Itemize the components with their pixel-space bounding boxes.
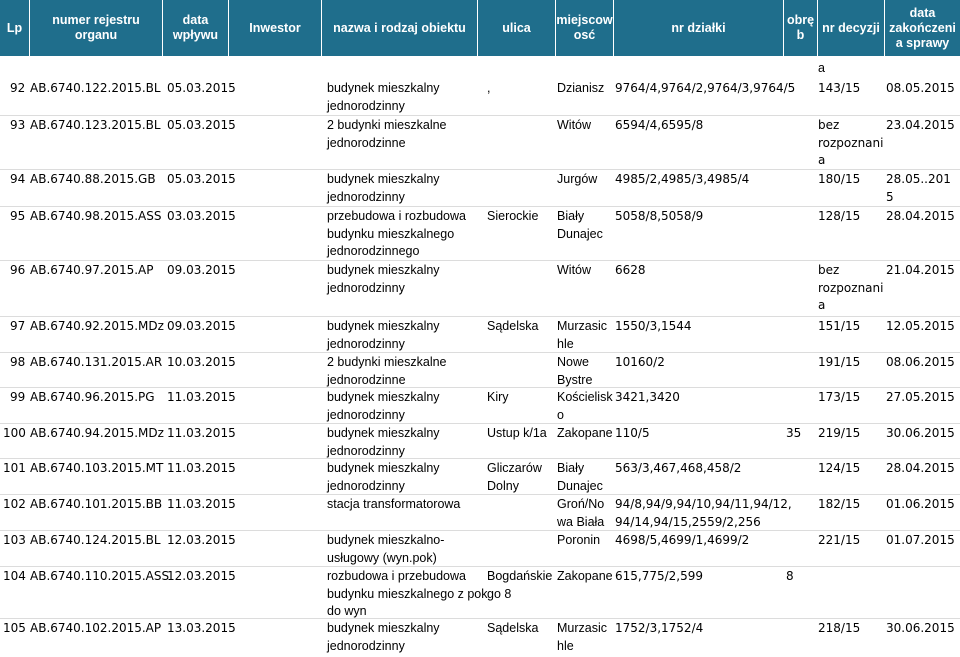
row-locality: Poronin [557, 533, 601, 547]
row-divider [0, 316, 960, 317]
row-decision-number: 124/15 [818, 461, 861, 475]
row-object-name: 2 budynki mieszkalne jednorodzinne [327, 355, 447, 387]
header-investor: Inwestor [229, 0, 322, 56]
row-object-name: budynek mieszkalny jednorodzinny [327, 390, 440, 422]
row-plot-number: 10160/2 [615, 355, 665, 369]
row-street: Sądelska [487, 319, 539, 333]
row-divider [0, 115, 960, 116]
row-decision-number: 219/15 [818, 426, 861, 440]
row-plot-number: 615,775/2,599 [615, 569, 704, 583]
row-registry-number: AB.6740.124.2015.BL [30, 533, 161, 547]
row-decision-number: 173/15 [818, 390, 861, 404]
row-divider [0, 458, 960, 459]
row-completion-date: 28.04.2015 [886, 461, 955, 475]
row-receipt-date: 05.03.2015 [167, 81, 236, 95]
row-decision-number: 182/15 [818, 497, 861, 511]
row-decision-number: 218/15 [818, 621, 861, 635]
row-registry-number: AB.6740.97.2015.AP [30, 263, 154, 277]
row-object-name: budynek mieszkalno- usługowy (wyn.pok) [327, 533, 445, 565]
row-divider [0, 260, 960, 261]
row-completion-date: 27.05.2015 [886, 390, 955, 404]
row-registry-number: AB.6740.103.2015.MT [30, 461, 164, 475]
row-receipt-date: 05.03.2015 [167, 118, 236, 132]
row-object-name: budynek mieszkalny jednorodzinny [327, 172, 440, 204]
row-receipt-date: 13.03.2015 [167, 621, 236, 635]
row-lp: 95 [10, 209, 26, 223]
row-locality: Dzianisz [557, 81, 605, 95]
row-plot-number: 94/8,94/9,94/10,94/11,94/12, 94/14,94/15,2559/2,256 [615, 497, 792, 529]
row-divider [0, 494, 960, 495]
header-registry-number: numer rejestru organu [30, 0, 163, 56]
row-completion-date: 30.06.2015 [886, 621, 955, 635]
row-decision-number: bez rozpoznani a [818, 118, 884, 167]
row-plot-number: 4985/2,4985/3,4985/4 [615, 172, 750, 186]
row-locality: Witów [557, 118, 592, 132]
row-registry-number: AB.6740.110.2015.ASS [30, 569, 170, 583]
header-completion-date: data zakończeni a sprawy [889, 5, 956, 50]
row-receipt-date: 05.03.2015 [167, 172, 236, 186]
row-street: Kiry [487, 390, 509, 404]
row-completion-date: 28.05..201 5 [886, 172, 951, 204]
row-object-name: rozbudowa i przebudowa budynku mieszkalnego z pok do wyn [327, 569, 488, 618]
row-receipt-date: 09.03.2015 [167, 319, 236, 333]
row-lp: 104 [3, 569, 26, 583]
header-street: ulica [478, 0, 556, 56]
row-lp: 100 [3, 426, 26, 440]
row-registry-number: AB.6740.102.2015.AP [30, 621, 162, 635]
row-lp: 105 [3, 621, 26, 635]
row-registry-number: AB.6740.88.2015.GB [30, 172, 156, 186]
row-locality: Zakopane [557, 569, 613, 583]
row-completion-date: 21.04.2015 [886, 263, 955, 277]
row-completion-date: 08.05.2015 [886, 81, 955, 95]
row-divider [0, 566, 960, 567]
row-object-name: budynek mieszkalny jednorodzinny [327, 263, 440, 295]
row-decision-number: 191/15 [818, 355, 861, 369]
row-receipt-date: 12.03.2015 [167, 533, 236, 547]
row-lp: 97 [10, 319, 26, 333]
row-completion-date: 08.06.2015 [886, 355, 955, 369]
row-precinct: 35 [786, 426, 802, 440]
row-receipt-date: 11.03.2015 [167, 461, 236, 475]
header-object-name: nazwa i rodzaj obiektu [322, 0, 478, 56]
row-registry-number: AB.6740.101.2015.BB [30, 497, 163, 511]
row-receipt-date: 11.03.2015 [167, 390, 236, 404]
row-locality: Biały Dunajec [557, 461, 603, 493]
row-completion-date: 30.06.2015 [886, 426, 955, 440]
row-divider [0, 206, 960, 207]
row-locality: Biały Dunajec [557, 209, 603, 241]
row-lp: 92 [10, 81, 26, 95]
row-receipt-date: 09.03.2015 [167, 263, 236, 277]
row-completion-date: 28.04.2015 [886, 209, 955, 223]
row-registry-number: AB.6740.98.2015.ASS [30, 209, 162, 223]
row-plot-number: 5058/8,5058/9 [615, 209, 704, 223]
row-receipt-date: 11.03.2015 [167, 426, 236, 440]
row-street: , [487, 81, 491, 95]
row-registry-number: AB.6740.122.2015.BL [30, 81, 161, 95]
row-object-name: 2 budynki mieszkalne jednorodzinne [327, 118, 447, 150]
row-registry-number: AB.6740.96.2015.PG [30, 390, 155, 404]
row-locality: Groń/No wa Biała [557, 497, 605, 529]
row-plot-number: 9764/4,9764/2,9764/3,9764/5 [615, 81, 796, 95]
row-street: Sądelska [487, 621, 539, 635]
row-street: Ustup k/1a [487, 426, 547, 440]
row-lp: 94 [10, 172, 26, 186]
carry-over-text: a [818, 61, 825, 75]
row-plot-number: 1550/3,1544 [615, 319, 692, 333]
row-object-name: budynek mieszkalny jednorodzinny [327, 319, 440, 351]
table-header [0, 0, 960, 56]
row-lp: 99 [10, 390, 26, 404]
row-completion-date: 12.05.2015 [886, 319, 955, 333]
row-plot-number: 1752/3,1752/4 [615, 621, 704, 635]
row-lp: 96 [10, 263, 26, 277]
header-precinct: obrę b [784, 0, 818, 56]
row-object-name: budynek mieszkalny jednorodzinny [327, 426, 440, 458]
row-object-name: budynek mieszkalny jednorodzinny [327, 81, 440, 113]
row-precinct: 8 [786, 569, 794, 583]
row-locality: Murzasic hle [557, 621, 608, 653]
row-registry-number: AB.6740.131.2015.AR [30, 355, 163, 369]
header-receipt-date: data wpływu [163, 0, 229, 56]
row-registry-number: AB.6740.123.2015.BL [30, 118, 161, 132]
row-decision-number: 151/15 [818, 319, 861, 333]
row-locality: Kościelisk o [557, 390, 613, 422]
row-registry-number: AB.6740.92.2015.MDz [30, 319, 164, 333]
row-plot-number: 110/5 [615, 426, 650, 440]
row-street: Sierockie [487, 209, 539, 223]
row-divider [0, 352, 960, 353]
row-receipt-date: 10.03.2015 [167, 355, 236, 369]
row-locality: Zakopane [557, 426, 613, 440]
header-decision-number: nr decyzji [818, 0, 885, 56]
row-plot-number: 563/3,467,468,458/2 [615, 461, 742, 475]
row-decision-number: 180/15 [818, 172, 861, 186]
row-decision-number: 143/15 [818, 81, 861, 95]
row-locality: Witów [557, 263, 592, 277]
row-object-name: przebudowa i rozbudowa budynku mieszkalnego jednorodzinnego [327, 209, 466, 258]
row-locality: Murzasic hle [557, 319, 608, 351]
row-street: Bogdańskie go 8 [487, 569, 553, 601]
row-receipt-date: 12.03.2015 [167, 569, 236, 583]
header-plot-number: nr działki [614, 0, 784, 56]
row-divider [0, 423, 960, 424]
row-object-name: budynek mieszkalny jednorodzinny [327, 621, 440, 653]
row-receipt-date: 03.03.2015 [167, 209, 236, 223]
row-locality: Nowe Bystre [557, 355, 593, 387]
row-locality: Jurgów [557, 172, 598, 186]
row-plot-number: 6594/4,6595/8 [615, 118, 704, 132]
row-receipt-date: 11.03.2015 [167, 497, 236, 511]
row-decision-number: 221/15 [818, 533, 861, 547]
row-object-name: stacja transformatorowa [327, 497, 461, 511]
row-lp: 98 [10, 355, 26, 369]
row-object-name: budynek mieszkalny jednorodzinny [327, 461, 440, 493]
row-divider [0, 387, 960, 388]
header-lp: Lp [0, 0, 30, 56]
row-plot-number: 3421,3420 [615, 390, 680, 404]
row-completion-date: 01.07.2015 [886, 533, 955, 547]
row-decision-number: bez rozpoznani a [818, 263, 884, 312]
row-street: Gliczarów Dolny [487, 461, 542, 493]
row-lp: 93 [10, 118, 26, 132]
row-decision-number: 128/15 [818, 209, 861, 223]
row-lp: 102 [3, 497, 26, 511]
row-completion-date: 23.04.2015 [886, 118, 955, 132]
row-plot-number: 6628 [615, 263, 646, 277]
row-divider [0, 169, 960, 170]
row-lp: 101 [3, 461, 26, 475]
row-divider [0, 530, 960, 531]
header-locality: miejscow osć [556, 0, 614, 56]
row-registry-number: AB.6740.94.2015.MDz [30, 426, 164, 440]
row-lp: 103 [3, 533, 26, 547]
row-plot-number: 4698/5,4699/1,4699/2 [615, 533, 750, 547]
row-completion-date: 01.06.2015 [886, 497, 955, 511]
